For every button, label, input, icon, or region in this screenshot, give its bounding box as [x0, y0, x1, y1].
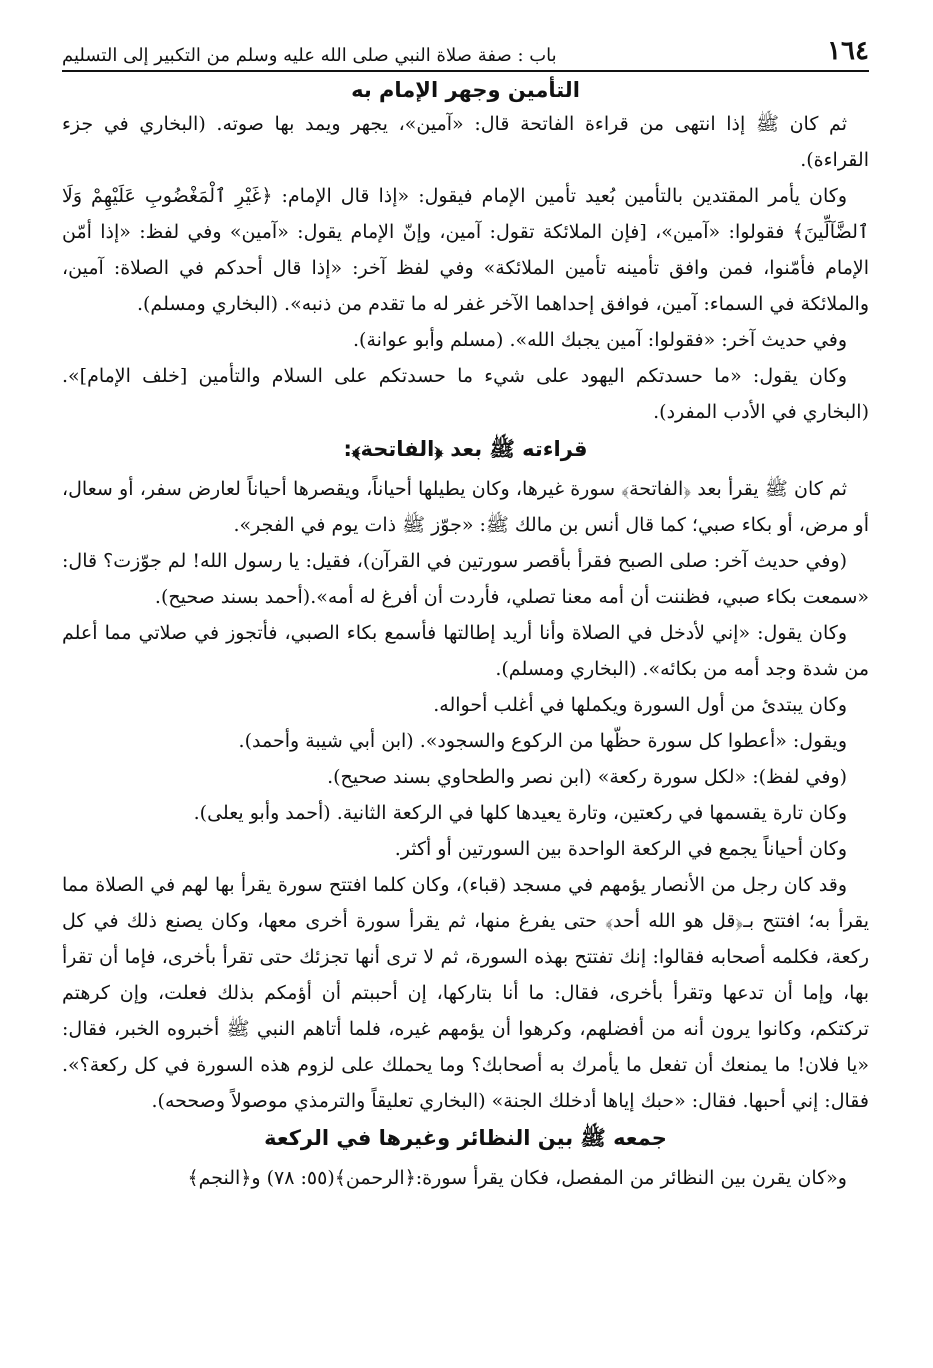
paragraph: وكان يقول: «ما حسدتكم اليهود على شيء ما حسدتكم على السلام والتأمين [خلف الإمام]». (البخاري في الأدب المفرد). — [62, 365, 869, 423]
section-heading: التأمين وجهر الإمام به — [351, 78, 580, 102]
paragraph: (وفي لفظ): «لكل سورة ركعة» (ابن نصر والطحاوي بسند صحيح). — [327, 766, 847, 788]
paragraph: و«كان يقرن بين النظائر من المفصل، فكان يقرأ سورة:﴿الرحمن﴾(٥٥: ٧٨) و﴿النجم﴾ — [187, 1167, 847, 1189]
section-heading: جمعه ﷺ بين النظائر وغيرها في الركعة — [264, 1126, 667, 1150]
paragraph: وفي حديث آخر: «فقولوا: آمين يجبك الله». (مسلم وأبو عوانة). — [353, 329, 847, 351]
paragraph: (وفي حديث آخر: صلى الصبح فقرأ بأقصر سورتين في القرآن)، فقيل: يا رسول الله! لم جوّزت؟ قال: «سمعت بكاء صبي، فظننت أن أمه معنا تصلي، فأردت أن أفرغ له أمه».(أحمد بسند صحيح). — [62, 550, 869, 608]
paragraph: وقد كان رجل من الأنصار يؤمهم في مسجد (قباء)، وكان كلما افتتح سورة يقرأ بها لهم في الصلاة مما يقرأ به؛ افتتح بـ﴿قل هو الله أحد﴾ حتى يفرغ منها، ثم يقرأ سورة أخرى معها، وكان يصنع ذلك في كل ركعة، فكلمه أصحابه فقالوا: إنك تفتتح بهذه السورة، ثم لا ترى أنها تجزئك حتى تقرأ بأخرى، فإما أن تقرأ بها، وإما أن تدعها وتقرأ بأخرى، فقال: ما أنا بتاركها، إن أحببتم أن أؤمكم بذلك فعلت، وإن كرهتم تركتكم، وكانوا يرون أنه من أفضلهم، وكرهوا أن يؤمهم غيره، فلما أتاهم النبي ﷺ أخبروه الخبر، فقال: «يا فلان! ما يمنعك أن تفعل ما يأمرك به أصحابك؟ وما يحملك على لزوم هذه السورة في كل ركعة؟». فقال: إني أحبها. فقال: «حبك إياها أدخلك الجنة» (البخاري تعليقاً والترمذي موصولاً وصححه). — [62, 874, 869, 1112]
running-title: باب : صفة صلاة النبي صلى الله عليه وسلم من التكبير إلى التسليم — [62, 45, 557, 66]
page-number: ١٦٤ — [827, 36, 869, 66]
paragraph: ثم كان ﷺ يقرأ بعد ﴿الفاتحة﴾ سورة غيرها، وكان يطيلها أحياناً، ويقصرها أحياناً لعارض سفر، أو سعال، أو مرض، أو بكاء صبي؛ كما قال أنس بن مالك ﷺ: «جوّز ﷺ ذات يوم في الفجر». — [62, 478, 869, 536]
paragraph: وكان يأمر المقتدين بالتأمين بُعيد تأمين الإمام فيقول: «إذا قال الإمام: ﴿غَيْرِ ٱلْمَغْضُوبِ عَلَيْهِمْ وَلَا ٱلضَّآلِّينَ﴾ فقولوا: «آمين»، [فإن الملائكة تقول: آمين، وإنّ الإمام يقول: «آمين» وفي لفظ: «إذا أمّن الإمام فأمّنوا، فمن وافق تأمينه تأمين الملائكة» وفي لفظ آخر: «إذا قال أحدكم في الصلاة: آمين، والملائكة في السماء: آمين، فوافق إحداهما الآخر غفر له ما تقدم من ذنبه». (البخاري ومسلم). — [62, 185, 869, 315]
page-header — [62, 32, 869, 72]
paragraph: ويقول: «أعطوا كل سورة حظّها من الركوع والسجود». (ابن أبي شيبة وأحمد). — [238, 730, 847, 752]
paragraph: وكان يبتدئ من أول السورة ويكملها في أغلب أحواله. — [433, 694, 847, 716]
paragraph: وكان أحياناً يجمع في الركعة الواحدة بين السورتين أو أكثر. — [394, 838, 847, 860]
section-heading: قراءته ﷺ بعد ﴿الفاتحة﴾: — [343, 437, 588, 461]
paragraph: وكان يقول: «إني لأدخل في الصلاة وأنا أريد إطالتها فأسمع بكاء الصبي، فأتجوز في صلاتي مما أعلم من شدة وجد أمه من بكائه». (البخاري ومسلم). — [62, 622, 869, 680]
paragraph: ثم كان ﷺ إذا انتهى من قراءة الفاتحة قال: «آمين»، يجهر ويمد بها صوته. (البخاري في جزء القراءة). — [62, 113, 869, 171]
page-content — [62, 78, 869, 1196]
paragraph: وكان تارة يقسمها في ركعتين، وتارة يعيدها كلها في الركعة الثانية. (أحمد وأبو يعلى). — [193, 802, 847, 824]
